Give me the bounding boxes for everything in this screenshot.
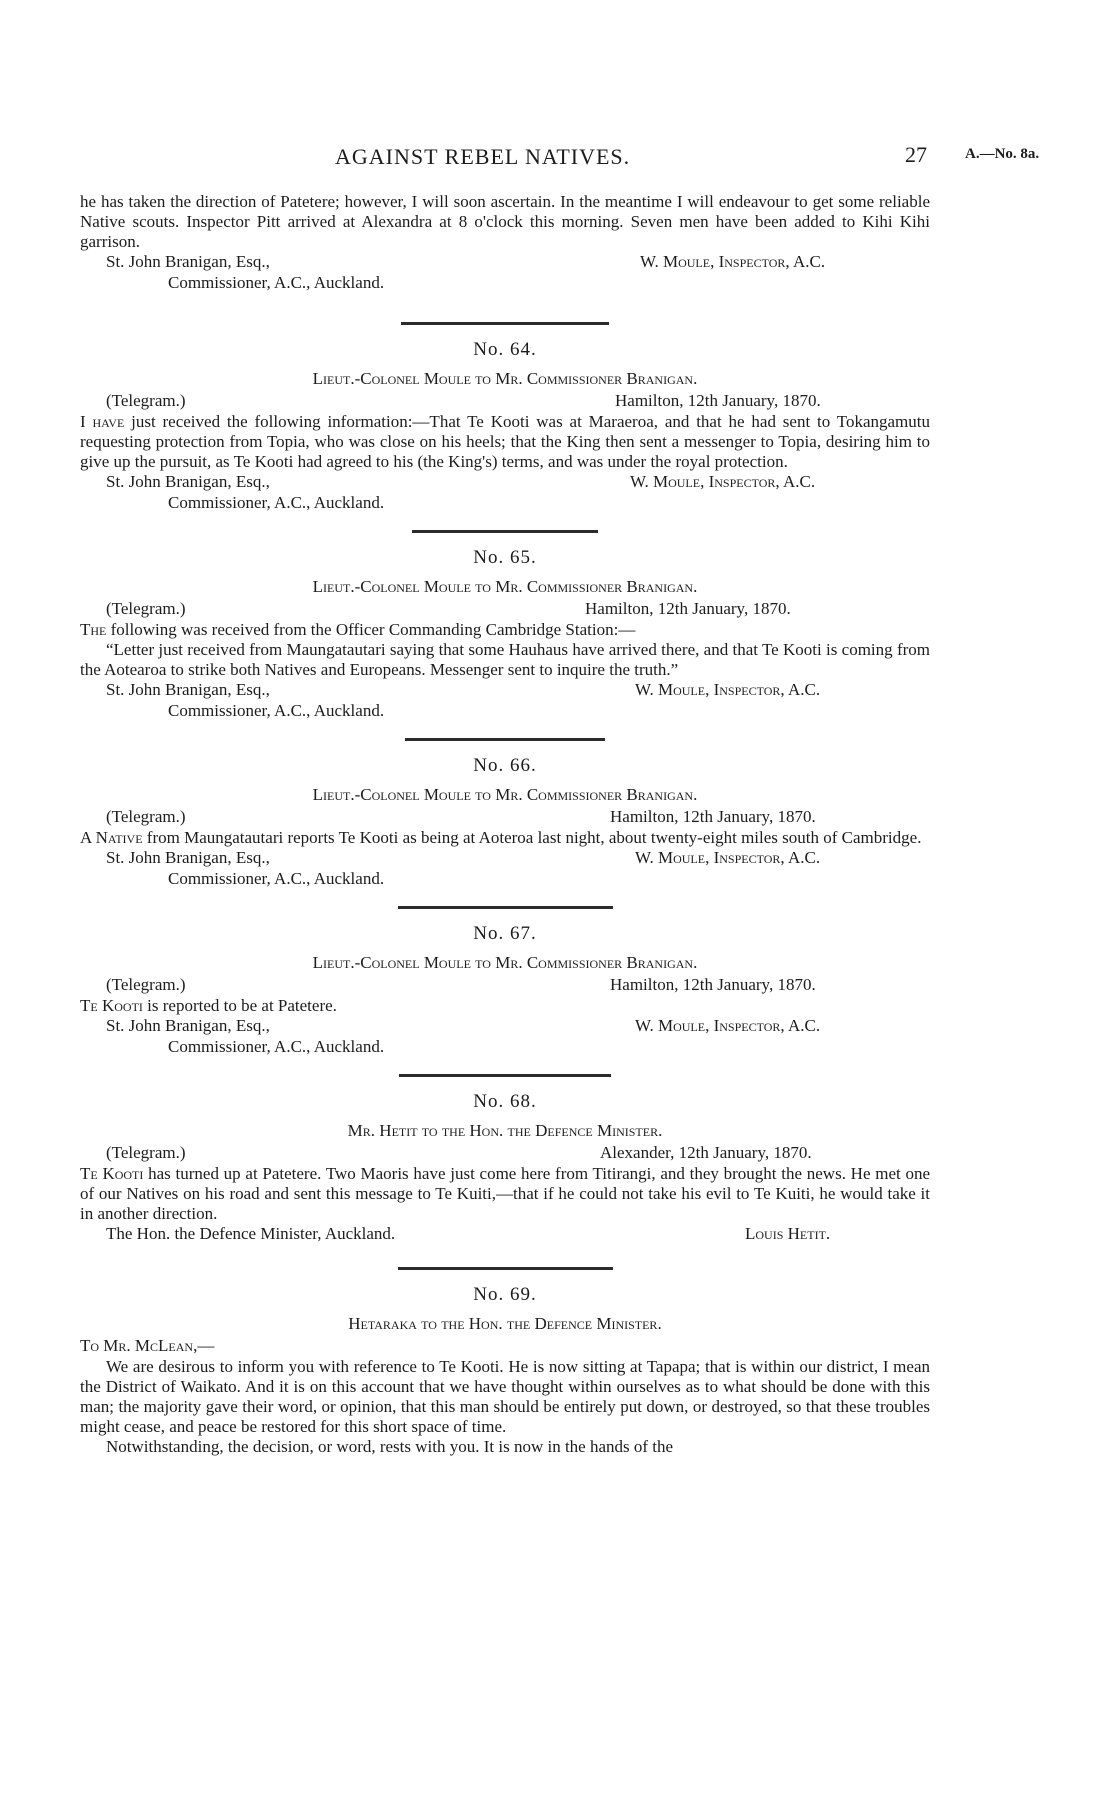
dispatch-body — [80, 828, 930, 848]
dispatch-body — [80, 620, 930, 640]
signature-row — [80, 472, 930, 493]
telegram-label: (Telegram.) — [106, 599, 186, 618]
body-lead: I have — [80, 412, 125, 431]
dispatch-heading: Lieut.-Colonel Moule to Mr. Commissioner Branigan. — [312, 369, 698, 388]
body-lead: A Native — [80, 828, 143, 847]
dispatch-heading: Lieut.-Colonel Moule to Mr. Commissioner Branigan. — [312, 785, 698, 804]
place-date: Alexander, 12th January, 1870. — [600, 1143, 812, 1162]
signature-row — [80, 1016, 930, 1037]
dispatch-number: No. 69. — [473, 1284, 537, 1305]
body-lead: The — [80, 620, 107, 639]
telegram-label: (Telegram.) — [106, 1143, 186, 1162]
signature-row — [80, 680, 930, 701]
dispatch-body — [80, 996, 930, 1016]
addressee: The Hon. the Defence Minister, Auckland. — [106, 1224, 396, 1243]
dispatch-64 — [80, 339, 930, 514]
continuation-section — [80, 192, 930, 294]
signature-row — [80, 848, 930, 869]
dispatch-heading: Hetaraka to the Hon. the Defence Minister. — [348, 1314, 662, 1333]
addressee: St. John Branigan, Esq., — [106, 252, 270, 271]
page-number: 27 — [905, 142, 927, 167]
addressee: St. John Branigan, Esq., — [106, 472, 270, 491]
dispatch-heading: Mr. Hetit to the Hon. the Defence Minister. — [347, 1121, 663, 1140]
telegram-label: (Telegram.) — [106, 391, 186, 410]
dispatch-number: No. 67. — [473, 923, 537, 944]
telegram-row — [80, 807, 930, 828]
addressee-title: Commissioner, A.C., Auckland. — [168, 493, 385, 512]
salutation-text: To Mr. McLean,— — [80, 1336, 215, 1355]
addressee: St. John Branigan, Esq., — [106, 680, 270, 699]
signature-row — [80, 252, 930, 273]
letter-paragraph-1: We are desirous to inform you with reference to Te Kooti. He is now sitting at Tapapa; that is within our district, I mean the District of Waikato. And it is on this account that we have thought within ourselves as to what should be done with this man; the majority gave their word, or opinion, that this man should be entirely put down, or destroyed, so that these troubles might cease, and peace be restored for this short space of time. — [80, 1357, 930, 1436]
body-text: is reported to be at Patetere. — [142, 996, 337, 1015]
addressee: St. John Branigan, Esq., — [106, 1016, 270, 1035]
addressee-title-row — [80, 701, 930, 722]
dispatch-68 — [80, 1091, 930, 1245]
document-body — [80, 192, 930, 1457]
addressee-title-row — [80, 493, 930, 514]
body-lead: Te Kooti — [80, 1164, 144, 1183]
addressee-title-row — [80, 273, 930, 294]
addressee-title-row — [80, 869, 930, 890]
signature-row — [80, 1224, 930, 1245]
signature: Louis Hetit. — [745, 1224, 831, 1243]
dispatch-number: No. 66. — [473, 755, 537, 776]
letter-paragraph-2: Notwithstanding, the decision, or word, rests with you. It is now in the hands of the — [106, 1437, 674, 1456]
section-divider — [398, 1267, 613, 1270]
dispatch-number: No. 68. — [473, 1091, 537, 1112]
signature: W. Moule, Inspector, A.C. — [640, 252, 826, 271]
place-date: Hamilton, 12th January, 1870. — [610, 975, 816, 994]
body-lead: Te Kooti — [80, 996, 143, 1015]
telegram-row — [80, 1143, 930, 1164]
telegram-row — [80, 975, 930, 996]
addressee-title: Commissioner, A.C., Auckland. — [168, 869, 385, 888]
addressee-title: Commissioner, A.C., Auckland. — [168, 1037, 385, 1056]
section-divider — [412, 530, 598, 533]
place-date: Hamilton, 12th January, 1870. — [610, 807, 816, 826]
salutation — [80, 1336, 930, 1357]
signature: W. Moule, Inspector, A.C. — [635, 848, 821, 867]
dispatch-heading: Lieut.-Colonel Moule to Mr. Commissioner Branigan. — [312, 953, 698, 972]
quoted-letter: “Letter just received from Maungatautari saying that some Hauhaus have arrived there, and that Te Kooti is coming from the Aotearoa to strike both Natives and Europeans. Messenger sent to inquire the truth.” — [80, 640, 930, 679]
dispatch-body — [80, 1164, 930, 1224]
dispatch-number: No. 64. — [473, 339, 537, 360]
body-text: from Maungatautari reports Te Kooti as being at Aoteroa last night, about twenty-eight miles south of Cambridge. — [142, 828, 922, 847]
running-title: AGAINST REBEL NATIVES. — [335, 144, 631, 169]
section-divider — [405, 738, 605, 741]
dispatch-number: No. 65. — [473, 547, 537, 568]
dispatch-69 — [80, 1284, 930, 1457]
place-date: Hamilton, 12th January, 1870. — [585, 599, 791, 618]
telegram-label: (Telegram.) — [106, 975, 186, 994]
addressee: St. John Branigan, Esq., — [106, 848, 270, 867]
telegram-label: (Telegram.) — [106, 807, 186, 826]
addressee-title: Commissioner, A.C., Auckland. — [168, 273, 385, 292]
signature: W. Moule, Inspector, A.C. — [635, 1016, 821, 1035]
place-date: Hamilton, 12th January, 1870. — [615, 391, 821, 410]
dispatch-65 — [80, 547, 930, 722]
continuation-text: he has taken the direction of Patetere; however, I will soon ascertain. In the meantime I will endeavour to get some reliable Native scouts. Inspector Pitt arrived at Alexandra at 8 o'clock this morning. Seven men have been added to Kihi Kihi garrison. — [80, 192, 930, 251]
addressee-title: Commissioner, A.C., Auckland. — [168, 701, 385, 720]
telegram-row — [80, 391, 930, 412]
page-header — [80, 144, 1100, 170]
dispatch-body — [80, 412, 930, 472]
section-divider — [401, 322, 609, 325]
signature: W. Moule, Inspector, A.C. — [630, 472, 816, 491]
section-divider — [399, 1074, 611, 1077]
addressee-title-row — [80, 1037, 930, 1058]
signature: W. Moule, Inspector, A.C. — [635, 680, 821, 699]
body-text: has turned up at Patetere. Two Maoris have just come here from Titirangi, and they brought the news. He met one of our Natives on his road and sent this message to Te Kuiti,—that if he could not take his evil to Te Kuiti, he would take it in another direction. — [80, 1164, 930, 1223]
document-reference: A.—No. 8a. — [965, 146, 1040, 162]
dispatch-67 — [80, 923, 930, 1058]
telegram-row — [80, 599, 930, 620]
section-divider — [398, 906, 613, 909]
dispatch-66 — [80, 755, 930, 890]
body-text: following was received from the Officer Commanding Cambridge Station:— — [106, 620, 636, 639]
body-text: just received the following information:—That Te Kooti was at Maraeroa, and that he had sent to Tokangamutu requesting protection from Topia, who was close on his heels; that the King then sent a messenger to Topia, desiring him to give up the pursuit, as Te Kooti had agreed to his (the King's) terms, and was under the royal protection. — [80, 412, 930, 471]
dispatch-heading: Lieut.-Colonel Moule to Mr. Commissioner Branigan. — [312, 577, 698, 596]
